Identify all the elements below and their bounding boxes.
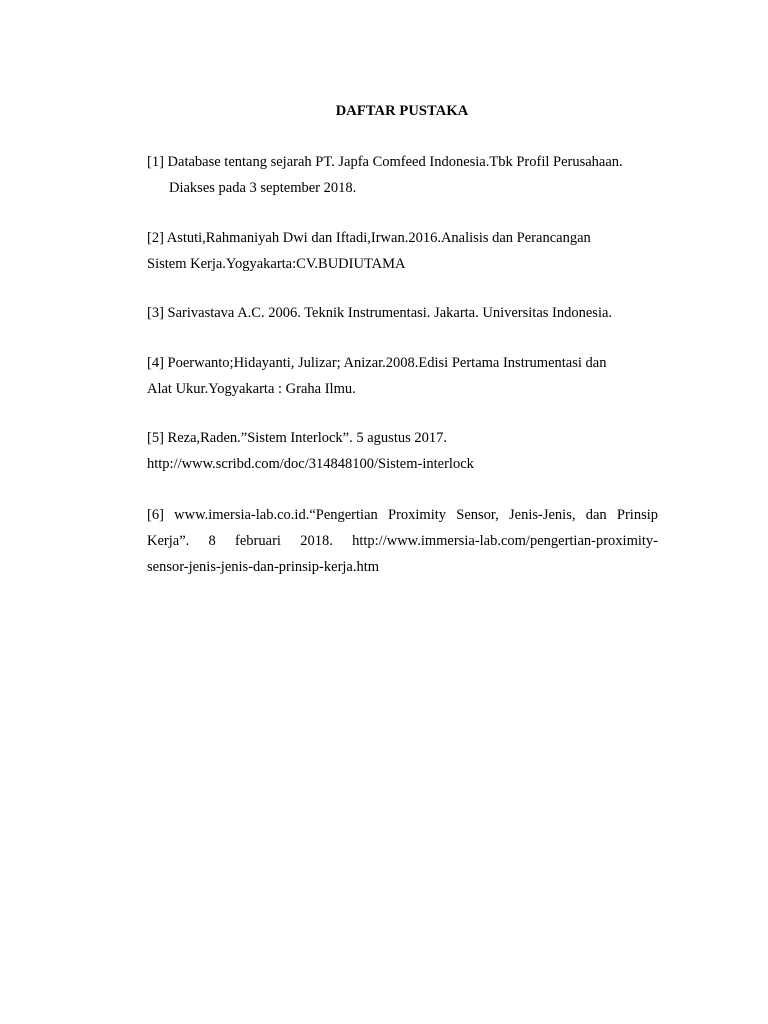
reference-6-line-2: Kerja”. 8 februari 2018. http://www.immersia-lab.com/pengertian-proximity- — [147, 533, 658, 549]
reference-4-line-1: [4] Poerwanto;Hidayanti, Julizar; Anizar.2008.Edisi Pertama Instrumentasi dan — [147, 355, 607, 371]
reference-1-line-2: Diakses pada 3 september 2018. — [169, 180, 357, 196]
reference-2-line-1: [2] Astuti,Rahmaniyah Dwi dan Iftadi,Irwan.2016.Analisis dan Perancangan — [147, 230, 591, 246]
reference-1 — [147, 149, 623, 201]
reference-4 — [147, 350, 606, 402]
reference-5-line-1: [5] Reza,Raden.”Sistem Interlock”. 5 agustus 2017. — [147, 430, 447, 446]
reference-2 — [147, 225, 591, 277]
reference-1-line-1: [1] Database tentang sejarah PT. Japfa Comfeed Indonesia.Tbk Profil Perusahaan. — [147, 154, 623, 170]
reference-6-line-1: [6] www.imersia-lab.co.id.“Pengertian Proximity Sensor, Jenis-Jenis, dan Prinsip — [147, 507, 658, 523]
reference-3 — [147, 300, 612, 326]
page-title: DAFTAR PUSTAKA — [335, 103, 469, 119]
reference-5 — [147, 425, 474, 477]
reference-5-url: http://www.scribd.com/doc/314848100/Sistem-interlock — [147, 456, 474, 472]
reference-3-line-1: [3] Sarivastava A.C. 2006. Teknik Instrumentasi. Jakarta. Universitas Indonesia. — [147, 305, 613, 321]
reference-6 — [147, 502, 658, 580]
reference-6-line-3: sensor-jenis-jenis-dan-prinsip-kerja.htm — [147, 559, 380, 575]
reference-2-line-2: Sistem Kerja.Yogyakarta:CV.BUDIUTAMA — [147, 256, 406, 272]
reference-4-line-2: Alat Ukur.Yogyakarta : Graha Ilmu. — [147, 381, 356, 397]
